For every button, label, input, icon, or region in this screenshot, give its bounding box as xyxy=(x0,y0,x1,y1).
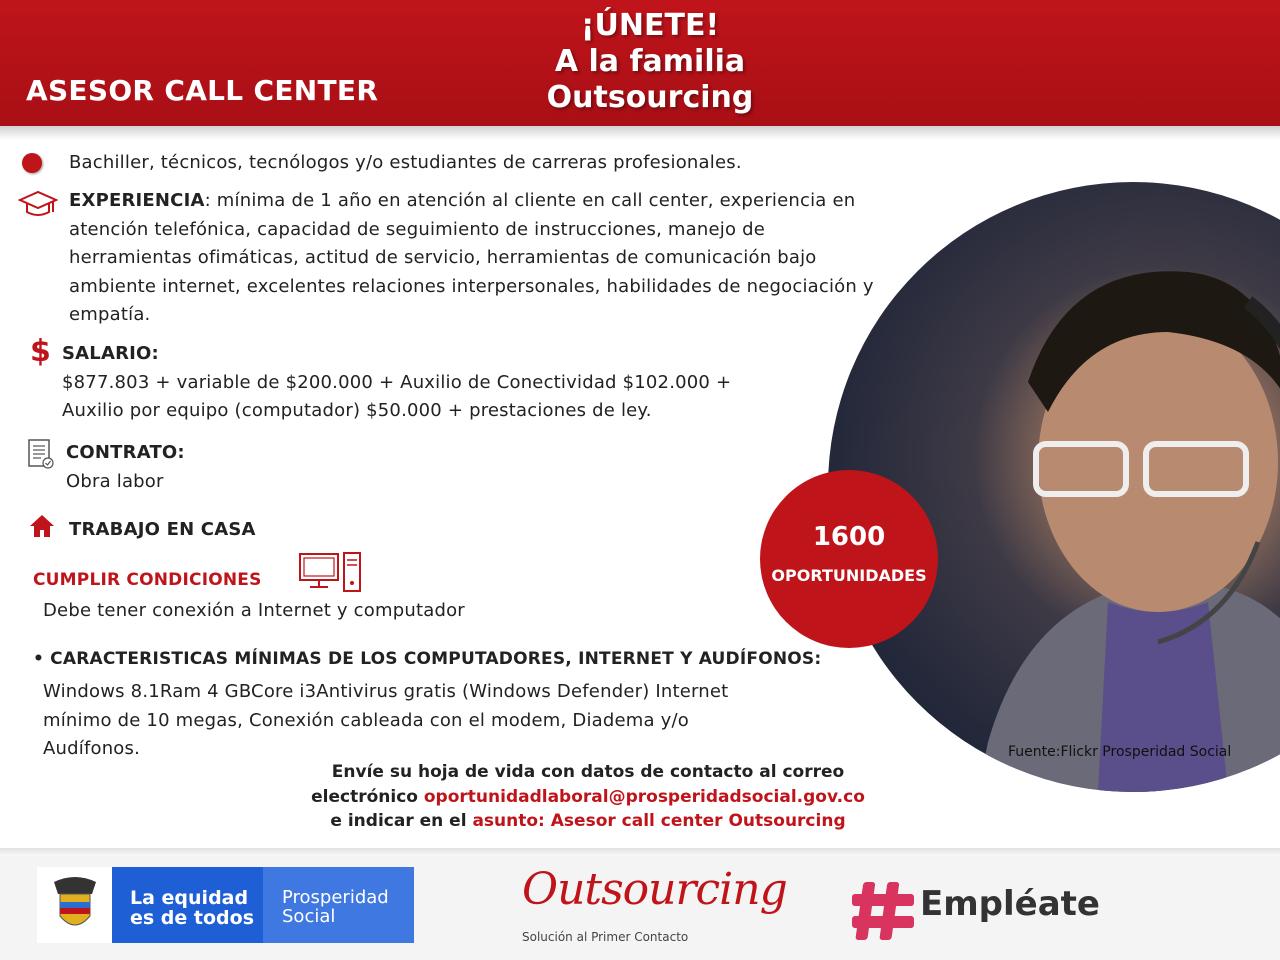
gov-tagline xyxy=(130,888,254,928)
contract-block xyxy=(66,439,185,496)
conditions-label: CUMPLIR CONDICIONES xyxy=(33,570,262,590)
experience-line-5: empatía. xyxy=(69,304,151,325)
dollar-icon: $ xyxy=(30,334,51,369)
photo-credit: Fuente:Flickr Prosperidad Social xyxy=(1008,744,1232,760)
contract-value: Obra labor xyxy=(66,470,164,492)
ps-line-2: Social xyxy=(282,906,336,927)
specs-block xyxy=(43,678,728,764)
apply-line-2-prefix: electrónico xyxy=(311,786,424,807)
outsourcing-tagline: Solución al Primer Contacto xyxy=(522,930,689,944)
hashtag-icon xyxy=(850,878,916,944)
gov-line-1: La equidad xyxy=(130,887,249,909)
specs-line-1: Windows 8.1Ram 4 GBCore i3Antivirus gratis (Windows Defender) Internet xyxy=(43,681,729,702)
conditions-value: Debe tener conexión a Internet y computador xyxy=(43,600,465,621)
specs-line-2: mínimo de 10 megas, Conexión cableada con el modem, Diadema y/o xyxy=(43,709,689,731)
house-icon xyxy=(29,514,55,538)
education-text: Bachiller, técnicos, tecnólogos y/o estudiantes de carreras profesionales. xyxy=(69,152,742,173)
grad-cap-icon xyxy=(18,190,58,220)
coat-of-arms-icon xyxy=(48,872,102,936)
apply-instructions xyxy=(300,760,876,834)
apply-subject: asunto: Asesor call center Outsourcing xyxy=(472,811,846,831)
contract-label: CONTRATO: xyxy=(66,442,185,463)
opportunities-badge xyxy=(760,470,938,648)
opportunities-label: OPORTUNIDADES xyxy=(771,566,927,585)
bullet-dot-icon xyxy=(22,153,42,173)
empleate-logo: Empléate xyxy=(920,884,1100,924)
specs-line-3: Audífonos. xyxy=(43,738,141,759)
experience-line-2: atención telefónica, capacidad de seguimiento de instrucciones, manejo de xyxy=(69,218,766,240)
join-line-2: A la familia xyxy=(554,44,746,79)
experience-line-4: ambiente internet, excelentes relaciones interpersonales, habilidades de negociación y xyxy=(69,275,874,297)
salary-line-2: Auxilio por equipo (computador) $50.000 + prestaciones de ley. xyxy=(62,400,652,421)
header-shadow xyxy=(0,126,1280,140)
join-heading xyxy=(500,8,800,116)
ps-line-1: Prosperidad xyxy=(282,887,389,908)
document-icon xyxy=(27,438,55,470)
join-line-3: Outsourcing xyxy=(546,80,754,115)
join-line-1: ¡ÚNETE! xyxy=(580,8,720,43)
outsourcing-logo: Outsourcing xyxy=(522,864,787,915)
computer-icon xyxy=(298,551,364,593)
experience-line-1: : mínima de 1 año en atención al cliente en call center, experiencia en xyxy=(204,190,856,211)
prosperidad-social-logo xyxy=(282,888,389,926)
apply-line-1: Envíe su hoja de vida con datos de contacto al correo xyxy=(331,762,845,782)
experience-label: EXPERIENCIA xyxy=(69,190,205,211)
gov-line-2: es de todos xyxy=(130,907,255,929)
salary-label: SALARIO: xyxy=(62,343,159,364)
job-title: ASESOR CALL CENTER xyxy=(26,74,379,107)
specs-label: • CARACTERISTICAS MÍNIMAS DE LOS COMPUTADORES, INTERNET Y AUDÍFONOS: xyxy=(33,649,822,669)
opportunities-count: 1600 xyxy=(812,522,886,552)
apply-line-3-prefix: e indicar en el xyxy=(330,811,473,831)
experience-block xyxy=(69,187,874,330)
apply-email-link[interactable]: oportunidadlaboral@prosperidadsocial.gov.co xyxy=(423,786,865,807)
salary-line-1: $877.803 + variable de $200.000 + Auxilio de Conectividad $102.000 + xyxy=(62,371,732,393)
experience-line-3: herramientas ofimáticas, actitud de servicio, herramientas de comunicación bajo xyxy=(69,247,817,268)
salary-block xyxy=(62,340,731,426)
home-label: TRABAJO EN CASA xyxy=(69,519,256,540)
